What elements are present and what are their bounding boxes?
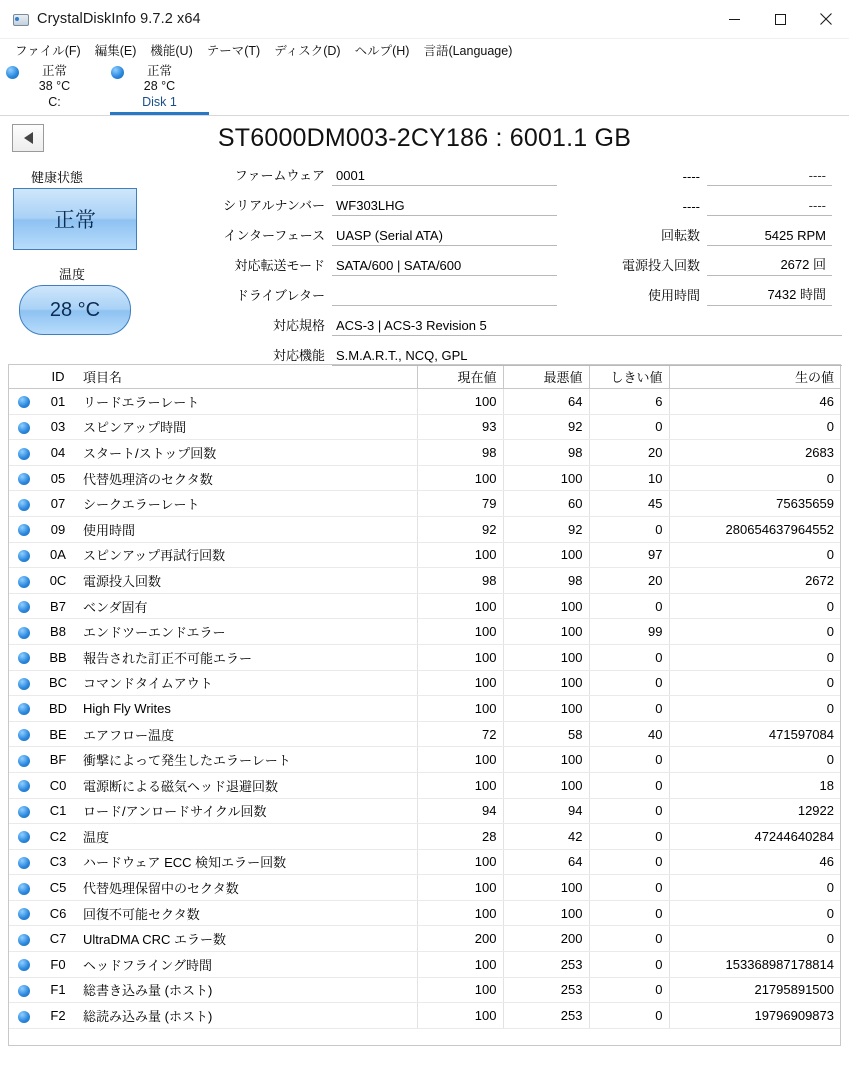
table-row[interactable] [9, 849, 840, 875]
column-header-threshold: しきい値 [589, 365, 669, 389]
attribute-worst: 60 [503, 491, 589, 517]
field-rotation-rate-label: 回転数 [660, 228, 700, 243]
attribute-current: 100 [417, 389, 503, 415]
attribute-status-dot-icon [9, 1003, 39, 1029]
attribute-raw: 153368987178814 [669, 952, 840, 978]
field-features [150, 344, 842, 366]
field-interface [150, 224, 557, 246]
attribute-current: 100 [417, 670, 503, 696]
field-serial-number-value: WF303LHG [332, 194, 557, 216]
temperature-value: 28 °C [49, 298, 101, 321]
attribute-current: 100 [417, 644, 503, 670]
close-button[interactable] [803, 0, 849, 38]
field-drive-letter-label: ドライブレター [235, 288, 325, 303]
field-transfer-mode-label: 対応転送モード [234, 258, 325, 273]
table-row[interactable] [9, 696, 840, 722]
attribute-id: BE [39, 721, 77, 747]
field-unused-1 [590, 164, 832, 186]
attribute-threshold: 0 [589, 875, 669, 901]
attribute-threshold: 0 [589, 414, 669, 440]
attribute-name: エアフロー温度 [77, 721, 417, 747]
field-transfer-mode [150, 254, 557, 276]
attribute-status-dot-icon [9, 772, 39, 798]
attribute-raw: 47244640284 [669, 824, 840, 850]
field-features-label: 対応機能 [272, 348, 325, 363]
attribute-current: 100 [417, 747, 503, 773]
attribute-name: 衝撃によって発生したエラーレート [77, 747, 417, 773]
attribute-raw: 0 [669, 900, 840, 926]
attribute-worst: 100 [503, 900, 589, 926]
smart-attribute-table[interactable] [8, 364, 841, 1046]
field-serial-number-label: シリアルナンバー [223, 198, 325, 213]
attribute-status-dot-icon [9, 414, 39, 440]
attribute-status-dot-icon [9, 440, 39, 466]
table-row[interactable] [9, 568, 840, 594]
attribute-current: 100 [417, 1003, 503, 1029]
attribute-id: BD [39, 696, 77, 722]
attribute-name: シークエラーレート [77, 491, 417, 517]
disk-model-title: ST6000DM003-2CY186 : 6001.1 GB [217, 123, 632, 152]
attribute-raw: 471597084 [669, 721, 840, 747]
attribute-threshold: 0 [589, 952, 669, 978]
attribute-threshold: 0 [589, 824, 669, 850]
attribute-current: 100 [417, 593, 503, 619]
table-row[interactable] [9, 619, 840, 645]
attribute-worst: 92 [503, 516, 589, 542]
attribute-threshold: 0 [589, 670, 669, 696]
attribute-status-dot-icon [9, 926, 39, 952]
attribute-status-dot-icon [9, 568, 39, 594]
attribute-name: High Fly Writes [77, 696, 417, 722]
attribute-name: リードエラーレート [77, 389, 417, 415]
attribute-current: 100 [417, 619, 503, 645]
attribute-threshold: 99 [589, 619, 669, 645]
attribute-name: スピンアップ時間 [77, 414, 417, 440]
table-row[interactable] [9, 926, 840, 952]
attribute-current: 98 [417, 440, 503, 466]
attribute-name: 電源断による磁気ヘッド退避回数 [77, 772, 417, 798]
attribute-id: C0 [39, 772, 77, 798]
field-power-on-hours-value: 7432 時間 [707, 284, 832, 306]
column-header-status [9, 365, 39, 389]
table-row[interactable] [9, 465, 840, 491]
attribute-id: C1 [39, 798, 77, 824]
attribute-current: 100 [417, 849, 503, 875]
attribute-name: スピンアップ再試行回数 [77, 542, 417, 568]
field-unused-2-value: ---- [707, 194, 832, 216]
attribute-status-dot-icon [9, 900, 39, 926]
attribute-id: 04 [39, 440, 77, 466]
attribute-current: 100 [417, 875, 503, 901]
drive-status-dot-icon [111, 66, 124, 79]
health-status-label: 健康状態 [31, 170, 84, 185]
attribute-current: 100 [417, 772, 503, 798]
title-bar [0, 0, 849, 39]
table-row[interactable] [9, 721, 840, 747]
attribute-worst: 100 [503, 593, 589, 619]
attribute-threshold: 0 [589, 849, 669, 875]
attribute-id: B8 [39, 619, 77, 645]
attribute-threshold: 6 [589, 389, 669, 415]
table-row[interactable] [9, 491, 840, 517]
attribute-name: スタート/ストップ回数 [77, 440, 417, 466]
attribute-id: 09 [39, 516, 77, 542]
field-power-on-count-value: 2672 回 [707, 254, 832, 276]
drive-name-label: Disk 1 [142, 95, 177, 109]
column-header-current: 現在値 [417, 365, 503, 389]
attribute-status-dot-icon [9, 593, 39, 619]
attribute-worst: 100 [503, 875, 589, 901]
health-status-value: 正常 [54, 209, 96, 232]
attribute-current: 28 [417, 824, 503, 850]
window-title: CrystalDiskInfo 9.7.2 x64 [37, 11, 201, 27]
attribute-threshold: 0 [589, 772, 669, 798]
attribute-worst: 98 [503, 440, 589, 466]
attribute-threshold: 0 [589, 747, 669, 773]
attribute-id: BC [39, 670, 77, 696]
field-rotation-rate-value: 5425 RPM [707, 224, 832, 246]
field-firmware-label: ファームウェア [234, 168, 325, 183]
attribute-name: エンドツーエンドエラー [77, 619, 417, 645]
attribute-current: 98 [417, 568, 503, 594]
attribute-status-dot-icon [9, 542, 39, 568]
attribute-raw: 75635659 [669, 491, 840, 517]
field-unused-2-label: ---- [682, 199, 700, 214]
disk-info-panel [0, 160, 849, 363]
field-interface-label: インターフェース [223, 228, 325, 243]
attribute-name: 代替処理済のセクタ数 [77, 465, 417, 491]
menu-item-edit[interactable]: 編集(E) [94, 44, 137, 58]
attribute-name: 総読み込み量 (ホスト) [77, 1003, 417, 1029]
table-row[interactable] [9, 516, 840, 542]
attribute-raw: 0 [669, 414, 840, 440]
attribute-worst: 64 [503, 849, 589, 875]
attribute-raw: 0 [669, 696, 840, 722]
attribute-worst: 92 [503, 414, 589, 440]
attribute-id: 0A [39, 542, 77, 568]
attribute-current: 100 [417, 900, 503, 926]
attribute-id: C5 [39, 875, 77, 901]
maximize-button[interactable] [757, 0, 803, 38]
attribute-name: 電源投入回数 [77, 568, 417, 594]
field-interface-value: UASP (Serial ATA) [332, 224, 557, 246]
attribute-status-dot-icon [9, 721, 39, 747]
table-row[interactable] [9, 414, 840, 440]
attribute-current: 100 [417, 696, 503, 722]
temperature-label: 温度 [59, 267, 86, 282]
column-header-raw: 生の値 [669, 365, 840, 389]
attribute-worst: 100 [503, 619, 589, 645]
attribute-worst: 98 [503, 568, 589, 594]
menu-item-theme[interactable]: テーマ(T) [206, 44, 261, 58]
attribute-id: 03 [39, 414, 77, 440]
drive-status-label: 正常 [41, 64, 67, 78]
attribute-status-dot-icon [9, 977, 39, 1003]
field-drive-letter [150, 284, 557, 306]
attribute-current: 100 [417, 542, 503, 568]
attribute-raw: 0 [669, 593, 840, 619]
attribute-raw: 0 [669, 926, 840, 952]
field-unused-1-label: ---- [682, 169, 700, 184]
attribute-worst: 94 [503, 798, 589, 824]
attribute-raw: 18 [669, 772, 840, 798]
attribute-raw: 0 [669, 875, 840, 901]
attribute-status-dot-icon [9, 670, 39, 696]
attribute-name: 回復不可能セクタ数 [77, 900, 417, 926]
attribute-worst: 200 [503, 926, 589, 952]
attribute-status-dot-icon [9, 747, 39, 773]
attribute-threshold: 0 [589, 798, 669, 824]
attribute-status-dot-icon [9, 619, 39, 645]
table-row[interactable] [9, 670, 840, 696]
field-unused-2 [590, 194, 832, 216]
attribute-id: 07 [39, 491, 77, 517]
drive-status-label: 正常 [146, 64, 172, 78]
attribute-worst: 42 [503, 824, 589, 850]
attribute-raw: 21795891500 [669, 977, 840, 1003]
drive-temp-label: 28 °C [143, 79, 176, 93]
field-standard-value: ACS-3 | ACS-3 Revision 5 [332, 314, 842, 336]
attribute-worst: 100 [503, 772, 589, 798]
attribute-threshold: 40 [589, 721, 669, 747]
attribute-name: ハードウェア ECC 検知エラー回数 [77, 849, 417, 875]
field-unused-1-value: ---- [707, 164, 832, 186]
attribute-threshold: 10 [589, 465, 669, 491]
attribute-name: 報告された訂正不可能エラー [77, 644, 417, 670]
attribute-status-dot-icon [9, 389, 39, 415]
attribute-worst: 64 [503, 389, 589, 415]
attribute-id: C3 [39, 849, 77, 875]
attribute-current: 79 [417, 491, 503, 517]
disk-header [0, 116, 849, 160]
menu-item-language[interactable]: 言語(Language) [423, 44, 513, 58]
drive-tab-disk1[interactable] [107, 61, 212, 114]
menu-item-disk[interactable]: ディスク(D) [274, 44, 341, 58]
attribute-raw: 0 [669, 465, 840, 491]
attribute-id: 01 [39, 389, 77, 415]
attribute-id: F1 [39, 977, 77, 1003]
minimize-button[interactable] [711, 0, 757, 38]
attribute-current: 92 [417, 516, 503, 542]
table-row[interactable] [9, 542, 840, 568]
table-row[interactable] [9, 440, 840, 466]
attribute-status-dot-icon [9, 875, 39, 901]
attribute-threshold: 0 [589, 926, 669, 952]
attribute-name: 総書き込み量 (ホスト) [77, 977, 417, 1003]
attribute-threshold: 0 [589, 696, 669, 722]
field-firmware [150, 164, 557, 186]
attribute-status-dot-icon [9, 824, 39, 850]
field-power-on-count-label: 電源投入回数 [621, 258, 700, 273]
attribute-status-dot-icon [9, 516, 39, 542]
attribute-worst: 100 [503, 644, 589, 670]
table-row[interactable] [9, 952, 840, 978]
field-features-value: S.M.A.R.T., NCQ, GPL [332, 344, 842, 366]
attribute-worst: 253 [503, 952, 589, 978]
attribute-raw: 0 [669, 542, 840, 568]
attribute-worst: 100 [503, 747, 589, 773]
attribute-status-dot-icon [9, 644, 39, 670]
attribute-worst: 100 [503, 465, 589, 491]
health-status-box[interactable] [13, 188, 137, 250]
attribute-name: 代替処理保留中のセクタ数 [77, 875, 417, 901]
attribute-threshold: 0 [589, 1003, 669, 1029]
drive-tab-c[interactable] [2, 61, 107, 114]
column-header-id: ID [39, 365, 77, 389]
attribute-threshold: 97 [589, 542, 669, 568]
attribute-name: 使用時間 [77, 516, 417, 542]
attribute-worst: 100 [503, 670, 589, 696]
field-power-on-hours [590, 284, 832, 306]
drive-temp-label: 38 °C [38, 79, 71, 93]
attribute-id: F0 [39, 952, 77, 978]
attribute-id: C7 [39, 926, 77, 952]
field-power-on-hours-label: 使用時間 [647, 288, 700, 303]
menu-item-function[interactable]: 機能(U) [150, 44, 193, 58]
table-row[interactable] [9, 644, 840, 670]
field-serial-number [150, 194, 557, 216]
app-disk-icon [12, 11, 28, 27]
attribute-id: C2 [39, 824, 77, 850]
attribute-threshold: 0 [589, 644, 669, 670]
attribute-status-dot-icon [9, 491, 39, 517]
drive-status-dot-icon [6, 66, 19, 79]
attribute-current: 100 [417, 977, 503, 1003]
attribute-id: BF [39, 747, 77, 773]
attribute-worst: 100 [503, 696, 589, 722]
attribute-status-dot-icon [9, 465, 39, 491]
drive-name-label: C: [48, 95, 61, 109]
attribute-raw: 2672 [669, 568, 840, 594]
field-drive-letter-value [332, 284, 557, 306]
table-row[interactable] [9, 1003, 840, 1029]
attribute-name: UltraDMA CRC エラー数 [77, 926, 417, 952]
attribute-name: 温度 [77, 824, 417, 850]
drive-tab-bar [0, 61, 849, 116]
column-header-worst: 最悪値 [503, 365, 589, 389]
attribute-current: 100 [417, 952, 503, 978]
attribute-current: 93 [417, 414, 503, 440]
attribute-threshold: 0 [589, 593, 669, 619]
attribute-raw: 0 [669, 747, 840, 773]
attribute-raw: 2683 [669, 440, 840, 466]
attribute-threshold: 20 [589, 568, 669, 594]
attribute-worst: 253 [503, 1003, 589, 1029]
column-header-name: 項目名 [77, 365, 417, 389]
attribute-current: 100 [417, 465, 503, 491]
table-row[interactable] [9, 389, 840, 415]
attribute-raw: 46 [669, 389, 840, 415]
field-standard [150, 314, 842, 336]
table-header-row [9, 365, 840, 389]
menu-bar [0, 39, 849, 61]
attribute-current: 72 [417, 721, 503, 747]
table-row[interactable] [9, 824, 840, 850]
field-power-on-count [590, 254, 832, 276]
attribute-raw: 46 [669, 849, 840, 875]
table-row[interactable] [9, 772, 840, 798]
attribute-id: BB [39, 644, 77, 670]
temperature-box[interactable] [19, 285, 131, 335]
attribute-threshold: 0 [589, 977, 669, 1003]
attribute-name: ベンダ固有 [77, 593, 417, 619]
attribute-status-dot-icon [9, 952, 39, 978]
attribute-threshold: 0 [589, 900, 669, 926]
attribute-status-dot-icon [9, 798, 39, 824]
attribute-worst: 100 [503, 542, 589, 568]
attribute-threshold: 20 [589, 440, 669, 466]
attribute-id: B7 [39, 593, 77, 619]
attribute-status-dot-icon [9, 849, 39, 875]
attribute-worst: 58 [503, 721, 589, 747]
field-standard-label: 対応規格 [272, 318, 325, 333]
attribute-id: 05 [39, 465, 77, 491]
field-transfer-mode-value: SATA/600 | SATA/600 [332, 254, 557, 276]
table-row[interactable] [9, 977, 840, 1003]
attribute-threshold: 45 [589, 491, 669, 517]
attribute-name: コマンドタイムアウト [77, 670, 417, 696]
table-row[interactable] [9, 900, 840, 926]
attribute-id: C6 [39, 900, 77, 926]
table-row[interactable] [9, 875, 840, 901]
attribute-worst: 253 [503, 977, 589, 1003]
attribute-current: 94 [417, 798, 503, 824]
attribute-name: ロード/アンロードサイクル回数 [77, 798, 417, 824]
menu-item-help[interactable]: ヘルプ(H) [354, 44, 410, 58]
attribute-raw: 0 [669, 619, 840, 645]
attribute-raw: 12922 [669, 798, 840, 824]
attribute-id: F2 [39, 1003, 77, 1029]
attribute-raw: 0 [669, 670, 840, 696]
attribute-name: ヘッドフライング時間 [77, 952, 417, 978]
table-row[interactable] [9, 798, 840, 824]
menu-item-file[interactable]: ファイル(F) [15, 44, 81, 58]
attribute-status-dot-icon [9, 696, 39, 722]
attribute-raw: 280654637964552 [669, 516, 840, 542]
table-row[interactable] [9, 593, 840, 619]
attribute-id: 0C [39, 568, 77, 594]
attribute-current: 200 [417, 926, 503, 952]
attribute-raw: 0 [669, 644, 840, 670]
attribute-raw: 19796909873 [669, 1003, 840, 1029]
attribute-threshold: 0 [589, 516, 669, 542]
field-rotation-rate [590, 224, 832, 246]
table-row[interactable] [9, 747, 840, 773]
field-firmware-value: 0001 [332, 164, 557, 186]
